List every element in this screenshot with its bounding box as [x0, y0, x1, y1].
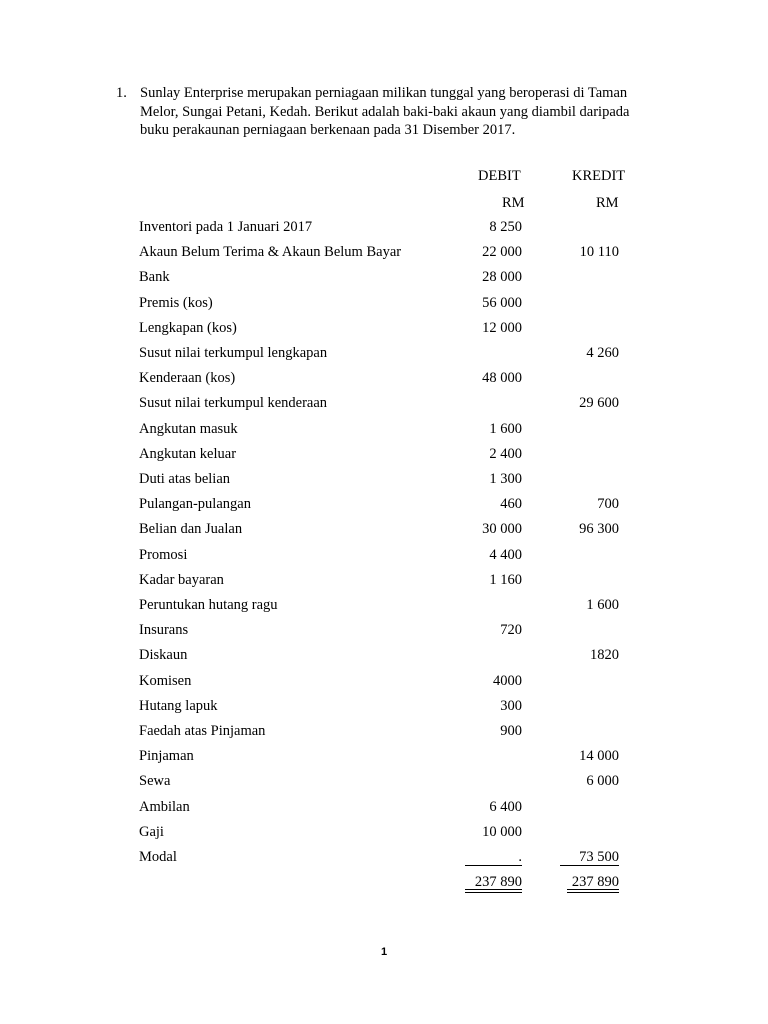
debit-amount: 22 000	[482, 244, 522, 261]
table-row	[139, 595, 639, 615]
account-label: Hutang lapuk	[139, 697, 218, 714]
kredit-total: 237 890	[571, 874, 619, 890]
question-line: buku perakaunan perniagaan berkenaan pada 31 Disember 2017.	[140, 122, 516, 138]
page-number: 1	[380, 946, 388, 958]
debit-amount: 10 000	[482, 823, 522, 840]
kredit-unit: RM	[596, 195, 619, 211]
question	[116, 84, 676, 140]
debit-amount: 12 000	[482, 319, 522, 336]
kredit-amount: 29 600	[579, 395, 619, 412]
account-label: Faedah atas Pinjaman	[139, 723, 266, 739]
account-label: Premis (kos)	[139, 294, 213, 311]
question-line: Melor, Sungai Petani, Kedah. Berikut adalah baki-baki akaun yang diambil daripada	[140, 103, 630, 120]
table-row	[139, 267, 639, 287]
account-label: Promosi	[139, 546, 188, 563]
table-row	[139, 368, 639, 388]
table-row	[139, 822, 639, 842]
account-label: Ambilan	[139, 798, 190, 815]
account-label: Susut nilai terkumpul kenderaan	[139, 395, 328, 412]
debit-amount: 28 000	[482, 269, 522, 286]
account-label: Pulangan-pulangan	[139, 496, 251, 513]
debit-amount: 56 000	[482, 294, 522, 311]
debit-amount: 4000	[493, 672, 522, 689]
table-row	[139, 217, 639, 237]
debit-modal-underline	[465, 865, 522, 866]
kredit-amount: 73 500	[579, 849, 619, 865]
debit-amount: 2 400	[489, 445, 522, 462]
debit-amount: 4 400	[489, 546, 522, 563]
table-row	[139, 519, 639, 539]
table-row	[139, 444, 639, 464]
table-row	[139, 469, 639, 489]
account-label: Akaun Belum Terima & Akaun Belum Bayar	[139, 244, 402, 261]
account-label: Susut nilai terkumpul lengkapan	[139, 345, 328, 361]
debit-amount: 30 000	[482, 521, 522, 538]
table-row	[139, 293, 639, 313]
account-label: Pinjaman	[139, 748, 194, 765]
debit-amount: 48 000	[482, 370, 522, 387]
account-label: Bank	[139, 269, 170, 286]
table-row	[139, 419, 639, 439]
account-label: Sewa	[139, 773, 171, 790]
kredit-amount: 14 000	[579, 748, 619, 765]
debit-unit: RM	[502, 195, 525, 211]
account-label: Belian dan Jualan	[139, 521, 243, 538]
debit-amount: 720	[500, 622, 522, 639]
debit-total: 237 890	[474, 874, 522, 890]
table-row	[139, 494, 639, 514]
table-row	[139, 242, 639, 262]
kredit-amount: 700	[597, 496, 619, 513]
account-label: Angkutan masuk	[139, 420, 238, 437]
table-row	[139, 721, 639, 741]
table-row	[139, 671, 639, 691]
account-label: Angkutan keluar	[139, 445, 237, 462]
debit-amount: .	[518, 849, 522, 865]
debit-amount: 1 600	[489, 420, 522, 437]
table-row	[139, 645, 639, 665]
kredit-header: KREDIT	[572, 168, 626, 184]
account-label: Komisen	[139, 672, 192, 689]
table-row	[139, 797, 639, 817]
debit-amount: 1 160	[489, 571, 522, 588]
table-row	[139, 771, 639, 791]
debit-amount: 900	[500, 723, 522, 739]
table-row	[139, 696, 639, 716]
kredit-amount: 1820	[590, 647, 619, 664]
account-label: Duti atas belian	[139, 471, 231, 487]
table-row	[139, 746, 639, 766]
debit-amount: 1 300	[489, 471, 522, 487]
kredit-amount: 10 110	[579, 244, 619, 261]
question-number: 1.	[116, 85, 127, 101]
account-label: Inventori pada 1 Januari 2017	[139, 219, 313, 235]
table-row	[139, 318, 639, 338]
account-label: Modal	[139, 849, 177, 865]
account-label: Peruntukan hutang ragu	[139, 597, 278, 613]
account-label: Insurans	[139, 622, 189, 639]
table-row	[139, 620, 639, 640]
account-label: Kenderaan (kos)	[139, 370, 236, 387]
account-label: Lengkapan (kos)	[139, 319, 237, 336]
debit-amount: 6 400	[489, 798, 522, 815]
account-label: Gaji	[139, 823, 164, 840]
question-text	[140, 84, 676, 140]
kredit-total-double-underline	[567, 889, 619, 893]
kredit-amount: 1 600	[586, 597, 619, 613]
debit-amount: 8 250	[489, 219, 522, 235]
debit-amount: 460	[500, 496, 522, 513]
table-row	[139, 570, 639, 590]
debit-total-double-underline	[465, 889, 522, 893]
kredit-amount: 96 300	[579, 521, 619, 538]
account-label: Diskaun	[139, 647, 188, 664]
debit-header: DEBIT	[478, 168, 521, 184]
table-row	[139, 343, 639, 363]
table-row	[139, 847, 639, 867]
account-label: Kadar bayaran	[139, 571, 224, 588]
debit-amount: 300	[500, 697, 522, 714]
table-row	[139, 545, 639, 565]
kredit-amount: 6 000	[586, 773, 619, 790]
table-row	[139, 393, 639, 413]
kredit-amount: 4 260	[586, 345, 619, 361]
question-line: Sunlay Enterprise merupakan perniagaan milikan tunggal yang beroperasi di Taman	[140, 85, 628, 101]
kredit-modal-underline	[560, 865, 619, 866]
